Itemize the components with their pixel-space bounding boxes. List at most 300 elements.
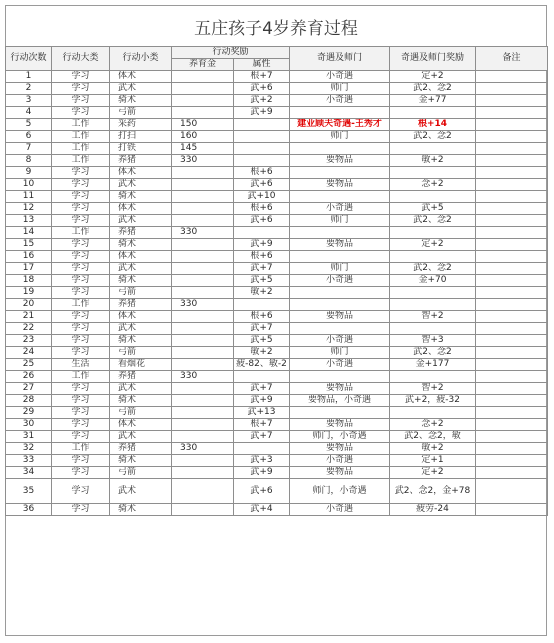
cell-encounter [290,407,390,419]
cell-encounter-reward: 智+3 [390,335,476,347]
cell-money: 145 [172,143,234,155]
cell-major: 学习 [52,407,110,419]
cell-note [476,359,548,371]
cell-minor: 武术 [110,479,172,504]
cell-encounter [290,167,390,179]
table-row [6,371,548,383]
cell-money [172,71,234,83]
cell-attr: 敏+2 [234,347,290,359]
cell-count: 27 [6,383,52,395]
cell-encounter-reward: 定+2 [390,71,476,83]
cell-note [476,371,548,383]
cell-money [172,251,234,263]
cell-note [476,83,548,95]
cell-major: 工作 [52,155,110,167]
cell-major: 学习 [52,71,110,83]
cell-note [476,275,548,287]
table-row [6,179,548,191]
cell-major: 工作 [52,119,110,131]
table-row [6,143,548,155]
cell-count: 31 [6,431,52,443]
cell-money [172,275,234,287]
cell-attr [234,131,290,143]
cell-encounter: 小奇遇 [290,335,390,347]
cell-encounter [290,191,390,203]
cell-encounter-reward [390,323,476,335]
data-table [5,46,548,516]
cell-attr [234,227,290,239]
cell-major: 学习 [52,467,110,479]
table-row [6,119,548,131]
table-row [6,263,548,275]
cell-attr [234,119,290,131]
cell-major: 学习 [52,167,110,179]
cell-encounter: 小奇遇 [290,455,390,467]
cell-minor: 骑术 [110,191,172,203]
cell-money: 330 [172,443,234,455]
cell-encounter-reward: 武2、念2 [390,215,476,227]
header-note: 备注 [476,47,548,71]
cell-minor: 弓箭 [110,107,172,119]
table-row [6,383,548,395]
cell-encounter-reward: 武+2，疲-32 [390,395,476,407]
cell-money [172,455,234,467]
cell-count: 32 [6,443,52,455]
cell-major: 学习 [52,215,110,227]
cell-minor: 武术 [110,323,172,335]
table-row [6,155,548,167]
cell-money [172,504,234,516]
table-row [6,227,548,239]
cell-encounter: 要物品 [290,383,390,395]
table-row [6,131,548,143]
cell-attr: 武+5 [234,335,290,347]
cell-encounter-reward [390,227,476,239]
cell-encounter-reward: 金+77 [390,95,476,107]
cell-count: 5 [6,119,52,131]
cell-minor: 体术 [110,167,172,179]
cell-encounter-reward: 根+14 [390,119,476,131]
cell-major: 工作 [52,299,110,311]
cell-encounter: 师门 [290,347,390,359]
cell-count: 9 [6,167,52,179]
cell-major: 学习 [52,419,110,431]
cell-note [476,311,548,323]
cell-note [476,455,548,467]
cell-money [172,431,234,443]
table-row [6,335,548,347]
table-row [6,167,548,179]
cell-count: 30 [6,419,52,431]
cell-attr: 武+7 [234,323,290,335]
cell-attr: 武+9 [234,467,290,479]
cell-count: 15 [6,239,52,251]
cell-major: 学习 [52,287,110,299]
cell-encounter-reward [390,191,476,203]
cell-count: 18 [6,275,52,287]
cell-money [172,323,234,335]
cell-count: 3 [6,95,52,107]
table-row [6,239,548,251]
cell-minor: 武术 [110,383,172,395]
cell-money [172,359,234,371]
cell-major: 学习 [52,191,110,203]
cell-minor: 养猪 [110,155,172,167]
cell-money [172,479,234,504]
cell-note [476,419,548,431]
table-row [6,455,548,467]
cell-encounter-reward: 武2、念2，敏 [390,431,476,443]
cell-minor: 体术 [110,203,172,215]
cell-encounter-reward: 武2、念2 [390,347,476,359]
cell-minor: 养猪 [110,299,172,311]
cell-major: 学习 [52,504,110,516]
cell-attr: 武+6 [234,215,290,227]
cell-money: 330 [172,227,234,239]
cell-major: 学习 [52,95,110,107]
cell-count: 33 [6,455,52,467]
cell-minor: 打铁 [110,143,172,155]
cell-note [476,95,548,107]
cell-money [172,95,234,107]
cell-money [172,107,234,119]
cell-major: 学习 [52,323,110,335]
cell-money [172,347,234,359]
cell-count: 23 [6,335,52,347]
table-row [6,395,548,407]
cell-minor: 体术 [110,419,172,431]
cell-count: 22 [6,323,52,335]
cell-minor: 弓箭 [110,347,172,359]
cell-count: 34 [6,467,52,479]
cell-encounter-reward [390,251,476,263]
cell-encounter-reward: 武2、念2，金+78 [390,479,476,504]
table-body [6,71,548,516]
cell-count: 26 [6,371,52,383]
cell-count: 28 [6,395,52,407]
cell-encounter-reward: 敏+2 [390,155,476,167]
cell-minor: 骑术 [110,275,172,287]
cell-encounter-reward: 武+5 [390,203,476,215]
header-count: 行动次数 [6,47,52,71]
table-row [6,407,548,419]
cell-encounter: 师门，小奇遇 [290,431,390,443]
cell-note [476,335,548,347]
cell-minor: 骑术 [110,95,172,107]
cell-encounter: 师门 [290,215,390,227]
cell-major: 学习 [52,275,110,287]
cell-attr: 敏+2 [234,287,290,299]
cell-count: 11 [6,191,52,203]
cell-count: 7 [6,143,52,155]
cell-encounter: 师门 [290,263,390,275]
cell-minor: 弓箭 [110,407,172,419]
cell-encounter-reward [390,299,476,311]
cell-money [172,179,234,191]
cell-encounter: 要物品 [290,311,390,323]
cell-minor: 骑术 [110,239,172,251]
cell-count: 8 [6,155,52,167]
cell-note [476,155,548,167]
cell-encounter [290,143,390,155]
cell-encounter-reward: 定+2 [390,467,476,479]
cell-minor: 体术 [110,71,172,83]
cell-encounter [290,287,390,299]
cell-attr [234,371,290,383]
cell-count: 1 [6,71,52,83]
cell-money [172,419,234,431]
header-reward-group: 行动奖励 [172,47,290,59]
header-money: 养育金 [172,59,234,71]
cell-minor: 养猪 [110,227,172,239]
cell-money [172,311,234,323]
cell-money: 330 [172,155,234,167]
cell-note [476,347,548,359]
table-row [6,504,548,516]
cell-encounter: 要物品 [290,179,390,191]
cell-major: 学习 [52,263,110,275]
cell-note [476,323,548,335]
cell-money [172,383,234,395]
cell-major: 学习 [52,347,110,359]
cell-note [476,239,548,251]
cell-money: 160 [172,131,234,143]
cell-note [476,263,548,275]
cell-encounter-reward: 定+1 [390,455,476,467]
table-row [6,323,548,335]
cell-attr: 武+9 [234,239,290,251]
cell-encounter-reward [390,287,476,299]
cell-encounter [290,227,390,239]
table-row [6,107,548,119]
cell-note [476,191,548,203]
cell-major: 工作 [52,371,110,383]
cell-attr: 武+5 [234,275,290,287]
cell-note [476,299,548,311]
cell-note [476,107,548,119]
cell-money [172,239,234,251]
cell-major: 学习 [52,251,110,263]
cell-count: 24 [6,347,52,359]
cell-note [476,443,548,455]
cell-note [476,131,548,143]
cell-minor: 养猪 [110,371,172,383]
cell-encounter [290,323,390,335]
cell-note [476,407,548,419]
cell-major: 学习 [52,383,110,395]
cell-money [172,215,234,227]
cell-count: 17 [6,263,52,275]
cell-count: 29 [6,407,52,419]
header-encounter: 奇遇及师门 [290,47,390,71]
cell-encounter [290,299,390,311]
cell-encounter: 小奇遇 [290,359,390,371]
cell-minor: 骑术 [110,504,172,516]
cell-encounter-reward: 智+2 [390,311,476,323]
table-row [6,347,548,359]
cell-attr: 根+7 [234,419,290,431]
cell-encounter-reward: 武2、念2 [390,83,476,95]
cell-note [476,143,548,155]
cell-attr: 武+10 [234,191,290,203]
cell-attr: 武+7 [234,263,290,275]
cell-encounter: 师门 [290,131,390,143]
cell-attr: 根+6 [234,167,290,179]
cell-note [476,251,548,263]
table-row [6,215,548,227]
cell-major: 学习 [52,83,110,95]
cell-encounter-reward [390,407,476,419]
cell-encounter-reward: 金+177 [390,359,476,371]
cell-attr [234,299,290,311]
cell-note [476,431,548,443]
cell-attr: 根+6 [234,311,290,323]
cell-money: 330 [172,371,234,383]
cell-note [476,215,548,227]
cell-money [172,407,234,419]
cell-minor: 骑术 [110,455,172,467]
cell-encounter: 要物品 [290,239,390,251]
cell-minor: 骑术 [110,395,172,407]
cell-note [476,395,548,407]
cell-encounter-reward: 武2、念2 [390,263,476,275]
table-row [6,71,548,83]
cell-note [476,479,548,504]
cell-note [476,71,548,83]
cell-money [172,287,234,299]
cell-minor: 弓箭 [110,467,172,479]
cell-count: 36 [6,504,52,516]
cell-encounter: 要物品 [290,443,390,455]
cell-minor: 武术 [110,215,172,227]
cell-minor: 武术 [110,179,172,191]
cell-count: 16 [6,251,52,263]
cell-encounter: 要物品 [290,419,390,431]
header-encounter-reward: 奇遇及师门奖励 [390,47,476,71]
cell-count: 6 [6,131,52,143]
cell-encounter-reward: 金+70 [390,275,476,287]
cell-note [476,227,548,239]
cell-note [476,287,548,299]
cell-note [476,383,548,395]
cell-encounter-reward: 念+2 [390,179,476,191]
cell-attr: 武+3 [234,455,290,467]
cell-money: 150 [172,119,234,131]
table-row [6,359,548,371]
cell-encounter-reward [390,107,476,119]
cell-encounter: 建业顾夫奇遇-王秀才 [290,119,390,131]
cell-attr: 武+9 [234,107,290,119]
cell-encounter: 师门，小奇遇 [290,479,390,504]
cell-major: 生活 [52,359,110,371]
cell-minor: 武术 [110,431,172,443]
cell-encounter-reward [390,167,476,179]
cell-encounter: 师门 [290,83,390,95]
cell-minor: 看烟花 [110,359,172,371]
cell-minor: 养猪 [110,443,172,455]
cell-note [476,203,548,215]
cell-encounter-reward [390,143,476,155]
cell-attr: 武+6 [234,83,290,95]
cell-attr: 武+13 [234,407,290,419]
cell-count: 21 [6,311,52,323]
cell-money [172,167,234,179]
table-row [6,95,548,107]
cell-count: 20 [6,299,52,311]
cell-attr: 武+7 [234,383,290,395]
cell-encounter-reward [390,371,476,383]
cell-attr: 武+7 [234,431,290,443]
cell-count: 14 [6,227,52,239]
table-row [6,431,548,443]
cell-encounter-reward: 智+2 [390,383,476,395]
cell-count: 13 [6,215,52,227]
cell-attr: 疲-82、敏-2 [234,359,290,371]
cell-encounter: 要物品 [290,467,390,479]
cell-count: 35 [6,479,52,504]
cell-attr: 根+7 [234,71,290,83]
table-row [6,467,548,479]
cell-major: 工作 [52,143,110,155]
cell-major: 工作 [52,443,110,455]
cell-minor: 采药 [110,119,172,131]
table-row [6,479,548,504]
cell-major: 学习 [52,239,110,251]
table-row [6,191,548,203]
cell-major: 学习 [52,335,110,347]
cell-count: 25 [6,359,52,371]
cell-note [476,167,548,179]
header-major: 行动大类 [52,47,110,71]
cell-encounter-reward: 疲劳-24 [390,504,476,516]
cell-encounter-reward: 敏+2 [390,443,476,455]
cell-note [476,119,548,131]
cell-encounter-reward: 念+2 [390,419,476,431]
cell-major: 学习 [52,311,110,323]
cell-minor: 打扫 [110,131,172,143]
cell-money [172,335,234,347]
cell-money [172,83,234,95]
cell-encounter: 小奇遇 [290,504,390,516]
cell-major: 学习 [52,455,110,467]
cell-minor: 骑术 [110,335,172,347]
cell-note [476,179,548,191]
cell-count: 2 [6,83,52,95]
cell-encounter [290,251,390,263]
cell-encounter: 要物品 [290,155,390,167]
cell-encounter: 小奇遇 [290,275,390,287]
cell-encounter: 小奇遇 [290,95,390,107]
table-row [6,251,548,263]
table-row [6,275,548,287]
cell-attr [234,443,290,455]
header-attr: 属性 [234,59,290,71]
cell-encounter-reward: 定+2 [390,239,476,251]
cell-count: 12 [6,203,52,215]
table-row [6,311,548,323]
cell-money: 330 [172,299,234,311]
table-row [6,419,548,431]
cell-attr: 武+6 [234,479,290,504]
cell-money [172,203,234,215]
cell-encounter-reward: 武2、念2 [390,131,476,143]
cell-count: 4 [6,107,52,119]
cell-major: 工作 [52,227,110,239]
cell-major: 学习 [52,395,110,407]
cell-minor: 弓箭 [110,287,172,299]
table-row [6,443,548,455]
cell-money [172,395,234,407]
